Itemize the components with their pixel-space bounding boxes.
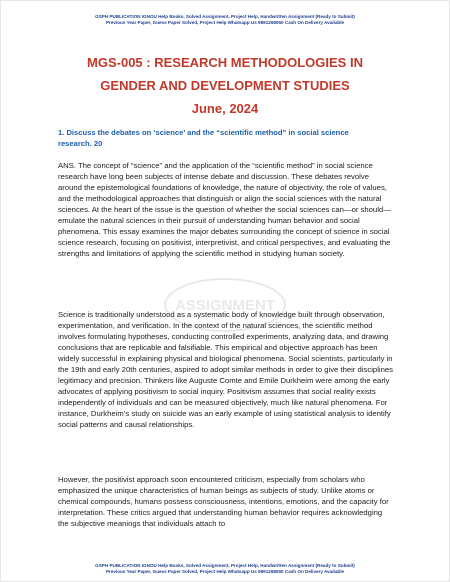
footer-line-1: GSPH PUBLICATION IGNOU Help Books, Solved Assignment, Project Help, Handwritten Assignment (Ready to Submit) (95, 563, 355, 568)
paragraph-3-text: However, the positivist approach soon encountered criticism, especially from scholars who emphasized the unique characteristics of human beings as subjects of study. Unlike atoms or chemical compounds, humans possess consciousness, intentions, emotions, and the capacity for interpretation. These critics argued that understanding human behavior requires acknowledging the subjective meanings that individuals attach to (58, 475, 389, 528)
paragraph-3 (58, 474, 394, 529)
header-line-2: Previous Year Paper, Guess Paper Solved, Project Help Whatsapp Us 9891268050 Cash On Delivery Available (105, 20, 345, 25)
header-line-1: GSPH PUBLICATION IGNOU Help Books, Solved Assignment, Project Help, Handwritten Assignment (Ready to Submit) (95, 14, 355, 19)
title-date: June, 2024 (191, 101, 259, 116)
footer-line-2: Previous Year Paper, Guess Paper Solved, Project Help Whatsapp Us 9891268050 Cash On Delivery Available (105, 569, 345, 574)
title-line-1: MGS-005 : RESEARCH METHODOLOGIES IN (87, 55, 363, 70)
question-text: 1. Discuss the debates on ‘science’ and the “scientific method” in social science research. 20 (58, 128, 349, 148)
title-line-2: GENDER AND DEVELOPMENT STUDIES (100, 78, 350, 93)
paragraph-2-text: Science is traditionally understood as a systematic body of knowledge built through observation, experimentation, and verification. In the context of the natural sciences, the scientific method involves formulating hypotheses, conducting controlled experiments, analyzing data, and drawing conclusions that are replicable and falsifiable. This empirical and objective approach has been widely successful in explaining physical and biological phenomena. Social scientists, particularly in the 19th and early 20th centuries, aspired to adopt similar methods in order to give their disciplines legitimacy and precision. Thinkers like Auguste Comte and Emile Durkheim were among the early advocates of applying positivism to social inquiry. Positivism assumes that social reality exists independently of individuals and can be measured objectively, much like natural phenomena. For instance, Durkheim’s study on suicide was an early example of using statistical analysis to identify social patterns and causal relationships. (58, 310, 394, 429)
paragraph-1 (58, 160, 394, 259)
paragraph-1-text: ANS. The concept of “science” and the application of the “scientific method” in social science research have long been subjects of intense debate and discussion. These debates revolve around the epistemological foundations of knowledge, the nature of objectivity, the role of values, and the methodological approaches that distinguish or align the social sciences with the natural sciences. At the heart of the issue is the question of whether the social sciences can—or should—emulate the natural sciences in their pursuit of understanding human behavior and social phenomena. This essay examines the major debates surrounding the concept of science in social science research, focusing on positivist, interpretivist, and critical perspectives, and evaluating the strengths and limitations of applying the scientific method in studying human society. (58, 161, 391, 258)
watermark-text: ASSIGNMENT (174, 297, 276, 314)
paragraph-2 (58, 309, 394, 430)
